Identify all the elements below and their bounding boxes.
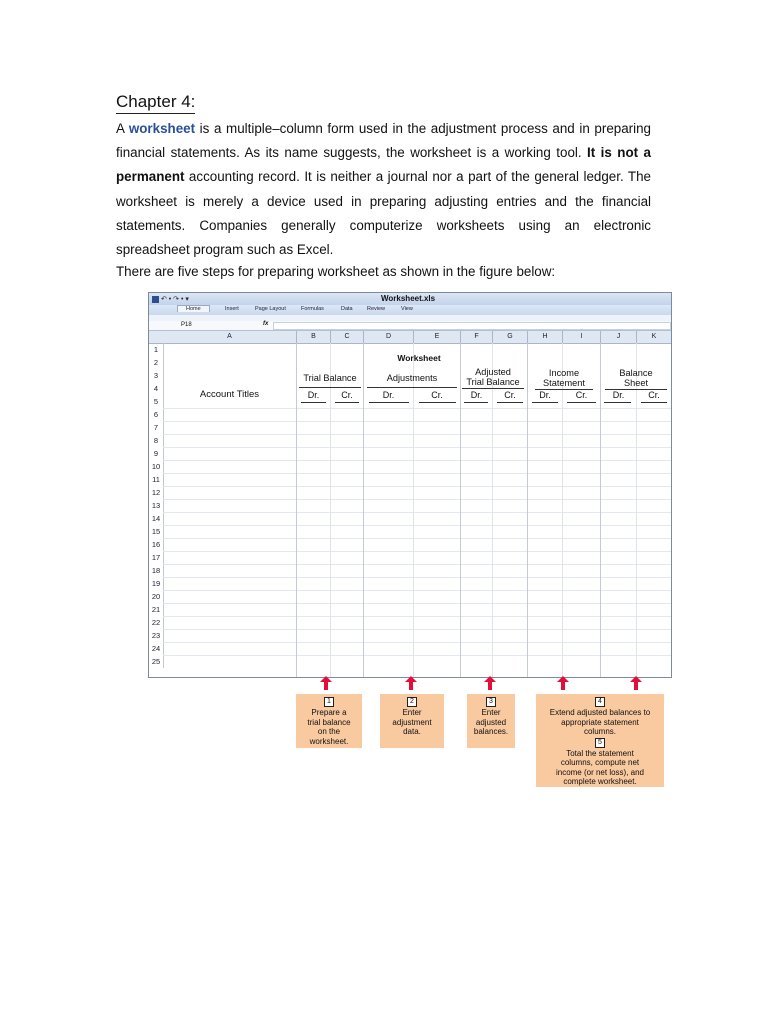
- steps-intro: There are five steps for preparing worksheet as shown in the figure below:: [116, 264, 556, 279]
- tb-debit: Dr.: [307, 390, 320, 400]
- step-text: Total the statement columns, compute net income (or net loss), and complete worksheet.: [555, 748, 645, 786]
- tab-page-layout: Page Layout: [255, 306, 286, 312]
- is-debit: Dr.: [539, 390, 551, 400]
- title-bar: [149, 293, 671, 305]
- account-titles-header: Account Titles: [199, 389, 260, 400]
- up-arrow-icon: [405, 676, 417, 690]
- trial-balance-header: Trial Balance: [303, 373, 357, 383]
- row-line: [163, 473, 671, 474]
- step-text: Prepare a trial balance on the worksheet.: [307, 708, 351, 746]
- bs-credit: Cr.: [648, 390, 660, 400]
- row-line: [163, 590, 671, 591]
- formula-bar: [149, 321, 671, 331]
- row-header: 8: [149, 434, 164, 447]
- row-line: [163, 525, 671, 526]
- spreadsheet-figure: [148, 292, 672, 678]
- row-header: 25: [149, 655, 164, 668]
- header-underline: [299, 387, 361, 388]
- sub-underline: [419, 402, 456, 403]
- up-arrow-icon: [320, 676, 332, 690]
- step-box-2: [380, 694, 444, 748]
- sub-underline: [335, 402, 359, 403]
- header-underline: [462, 388, 524, 389]
- row-line: [163, 538, 671, 539]
- row-header: 7: [149, 421, 164, 434]
- income-statement-header-line1: Income: [548, 368, 580, 378]
- sub-underline: [604, 402, 631, 403]
- emphasis-not-permanent: It is not a permanent: [116, 145, 651, 185]
- is-credit: Cr.: [575, 390, 588, 400]
- column-header-h: H: [528, 331, 563, 344]
- column-header-f: F: [461, 331, 493, 344]
- header-underline: [367, 387, 457, 388]
- para-text: A: [116, 121, 129, 136]
- step-text: Enter adjustment data.: [392, 708, 432, 736]
- window-title: Worksheet.xls: [381, 294, 436, 303]
- row-header: 6: [149, 408, 164, 421]
- row-line: [163, 629, 671, 630]
- income-statement-header-line2: Statement: [543, 378, 585, 388]
- row-line: [163, 603, 671, 604]
- row-line: [163, 486, 671, 487]
- row-header: 9: [149, 447, 164, 460]
- tab-formulas: Formulas: [301, 306, 324, 312]
- row-line: [163, 564, 671, 565]
- worksheet-label: Worksheet: [397, 353, 441, 363]
- ribbon-tabs: [149, 305, 671, 315]
- row-header: 21: [149, 603, 164, 616]
- tab-review: Review: [367, 306, 386, 312]
- chapter-heading: Chapter 4:: [116, 92, 195, 114]
- row-header: 17: [149, 551, 164, 564]
- para-text: accounting record. It is neither a journal nor a part of the general ledger. The worksheet is merely a device used in preparing adjusting entries and the financial statements. Companies generally computerize worksheets using an electronic spreadsheet program such as Excel.: [116, 169, 651, 258]
- row-line: [163, 434, 671, 435]
- column-header-k: K: [637, 331, 672, 344]
- atb-credit: Cr.: [504, 390, 516, 400]
- column-header-c: C: [331, 331, 364, 344]
- sub-underline: [369, 402, 409, 403]
- row-header: 15: [149, 525, 164, 538]
- step-text: Enter adjusted balances.: [473, 708, 509, 736]
- step-box-4-5: [536, 694, 664, 787]
- step-box-3: [467, 694, 515, 748]
- tab-view: View: [401, 306, 413, 312]
- row-line: [163, 616, 671, 617]
- row-line: [163, 408, 671, 409]
- tb-credit: Cr.: [341, 390, 353, 400]
- sub-underline: [532, 402, 558, 403]
- adjusted-tb-header-line2: Trial Balance: [466, 377, 520, 387]
- bs-debit: Dr.: [612, 390, 625, 400]
- up-arrow-icon: [630, 676, 642, 690]
- step-number: 4: [595, 697, 605, 707]
- sub-underline: [497, 402, 523, 403]
- row-header: 10: [149, 460, 164, 473]
- row-line: [163, 447, 671, 448]
- step-number: 1: [324, 697, 334, 707]
- balance-sheet-header-line1: Balance: [619, 368, 653, 378]
- row-header: 22: [149, 616, 164, 629]
- sub-underline: [567, 402, 596, 403]
- column-header-d: D: [364, 331, 414, 344]
- row-line: [163, 577, 671, 578]
- step-number: 3: [486, 697, 496, 707]
- row-header: 11: [149, 473, 164, 486]
- save-icon: [152, 296, 159, 303]
- balance-sheet-header-line2: Sheet: [623, 378, 648, 388]
- row-line: [163, 551, 671, 552]
- row-line: [163, 642, 671, 643]
- row-header: 12: [149, 486, 164, 499]
- row-header: 16: [149, 538, 164, 551]
- row-header: 5: [149, 395, 164, 408]
- up-arrow-icon: [557, 676, 569, 690]
- step-number: 5: [595, 738, 605, 748]
- adjusted-tb-header-line1: Adjusted: [475, 367, 511, 377]
- row-header: 1: [149, 343, 164, 356]
- row-header: 19: [149, 577, 164, 590]
- para-text: is a multiple–column form used in the adjustment process and in preparing financial statements. As its name suggests, the worksheet is a working tool.: [116, 121, 651, 161]
- sub-underline: [464, 402, 488, 403]
- row-line: [163, 421, 671, 422]
- quick-access-toolbar: [152, 295, 189, 303]
- atb-debit: Dr.: [470, 390, 483, 400]
- row-line: [163, 512, 671, 513]
- fx-icon: fx: [263, 321, 269, 327]
- row-header: 3: [149, 369, 164, 382]
- formula-input: [273, 322, 671, 330]
- tab-data: Data: [341, 306, 353, 312]
- column-header-a: A: [163, 331, 297, 344]
- sub-underline: [641, 402, 667, 403]
- undo-redo-icons: ↶ • ↷ • ▾: [160, 296, 189, 303]
- column-header-i: I: [563, 331, 601, 344]
- column-header-e: E: [414, 331, 461, 344]
- row-header: 18: [149, 564, 164, 577]
- row-header: 14: [149, 512, 164, 525]
- intro-paragraph: [116, 117, 651, 262]
- row-header: 20: [149, 590, 164, 603]
- row-header: 2: [149, 356, 164, 369]
- adj-debit: Dr.: [382, 390, 395, 400]
- step-box-1: [296, 694, 362, 748]
- step-number: 2: [407, 697, 417, 707]
- tab-insert: Insert: [225, 306, 239, 312]
- step-text: Extend adjusted balances to appropriate statement columns.: [549, 708, 651, 736]
- row-line: [163, 655, 671, 656]
- tab-home: Home: [177, 305, 210, 312]
- column-header-j: J: [601, 331, 637, 344]
- adj-credit: Cr.: [431, 390, 443, 400]
- row-header: 4: [149, 382, 164, 395]
- up-arrow-icon: [484, 676, 496, 690]
- keyword-worksheet: worksheet: [128, 121, 196, 136]
- name-box: P18: [181, 322, 192, 328]
- adjustments-header: Adjustments: [386, 373, 438, 383]
- row-header: 24: [149, 642, 164, 655]
- row-header: 23: [149, 629, 164, 642]
- row-header: 13: [149, 499, 164, 512]
- row-line: [163, 499, 671, 500]
- column-header-g: G: [493, 331, 528, 344]
- sub-underline: [301, 402, 326, 403]
- column-header-b: B: [297, 331, 331, 344]
- row-line: [163, 460, 671, 461]
